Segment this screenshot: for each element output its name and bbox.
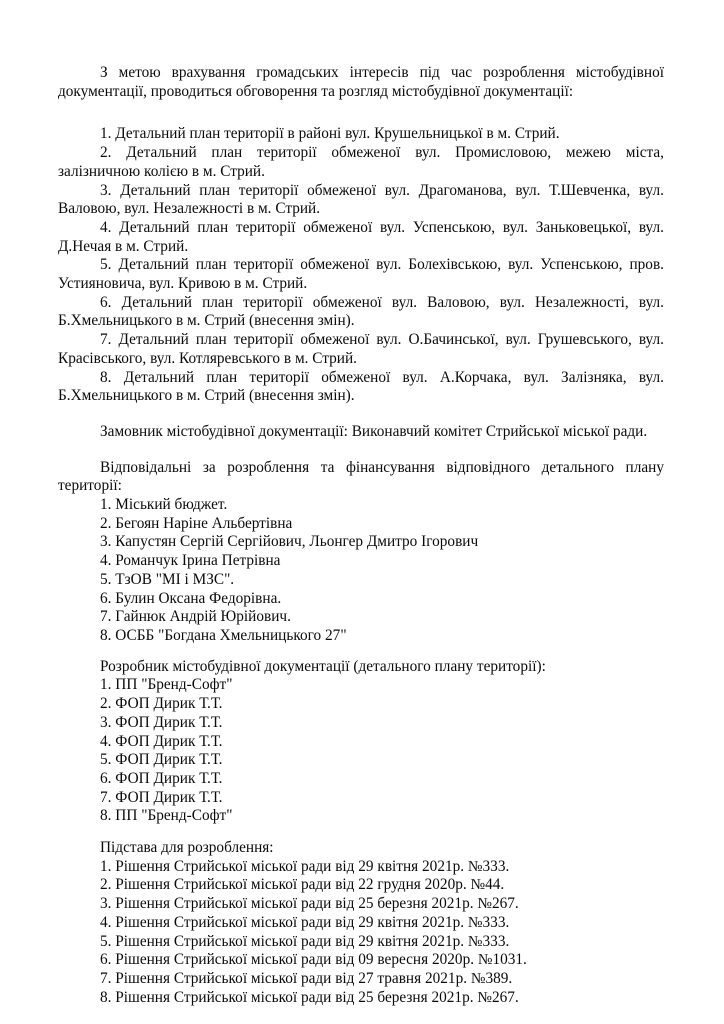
basis-item: 3. Рішення Стрийської міської ради від 25 березня 2021р. №267. (100, 895, 519, 913)
intro-paragraph (58, 64, 664, 101)
plan-item-line: Красівського, вул. Котляревського в м. Стрий. (58, 349, 357, 367)
basis-item: 2. Рішення Стрийської міської ради від 22 грудня 2020р. №44. (100, 876, 505, 894)
basis-item: 6. Рішення Стрийської міської ради від 09 вересня 2020р. №1031. (100, 951, 527, 969)
plan-item-line: 4. Детальний план території обмеженої вул. Успенською, вул. Заньковецької, вул. (100, 218, 664, 236)
developer-item: 1. ПП "Бренд-Софт" (100, 676, 233, 694)
plan-item-4 (58, 219, 664, 256)
developer-item: 2. ФОП Дирик Т.Т. (100, 695, 223, 713)
customer-paragraph (58, 423, 664, 442)
developer-item: 4. ФОП Дирик Т.Т. (100, 732, 223, 750)
plan-item-3 (58, 182, 664, 219)
basis-item: 7. Рішення Стрийської міської ради від 27 травня 2021р. №389. (100, 969, 513, 987)
developer-item: 6. ФОП Дирик Т.Т. (100, 769, 223, 787)
developer-item: 7. ФОП Дирик Т.Т. (100, 788, 223, 806)
basis-item: 4. Рішення Стрийської міської ради від 29 квітня 2021р. №333. (100, 913, 510, 931)
plan-item-line: 5. Детальний план території обмеженої вул. Болехівською, вул. Успенською, пров. (100, 256, 664, 274)
plan-item-line: 7. Детальний план території обмеженої вул. О.Бачинської, вул. Грушевського, вул. (100, 331, 664, 349)
plan-item-line: Валовою, вул. Незалежності в м. Стрий. (58, 200, 321, 218)
customer-line: Замовник містобудівної документації: Виконавчий комітет Стрийської міської ради. (100, 422, 648, 440)
plan-item-1 (58, 125, 664, 144)
responsible-item: 2. Бегоян Наріне Альбертівна (100, 514, 293, 532)
developer-item: 3. ФОП Дирик Т.Т. (100, 713, 223, 731)
responsible-item: 8. ОСББ "Богдана Хмельницького 27" (100, 626, 347, 644)
responsible-item: 6. Булин Оксана Федорівна. (100, 589, 282, 607)
responsible-item: 7. Гайнюк Андрій Юрійович. (100, 608, 291, 626)
responsible-heading (58, 459, 664, 496)
developer-heading: Розробник містобудівної документації (детального плану території): (100, 657, 546, 675)
responsible-item: 1. Міський бюджет. (100, 496, 228, 514)
plan-item-line: 8. Детальний план території обмеженої вул. А.Корчака, вул. Залізняка, вул. (100, 368, 664, 386)
plan-item-line: залізничною колією в м. Стрий. (58, 162, 265, 180)
plan-item-8 (58, 369, 664, 406)
developer-item: 8. ПП "Бренд-Софт" (100, 807, 233, 825)
plan-item-7 (58, 331, 664, 368)
plan-item-line: Д.Нечая в м. Стрий. (58, 237, 189, 255)
plan-item-line: 2. Детальний план території обмеженої вул. Промисловою, межею міста, (100, 144, 664, 162)
basis-heading: Підстава для розроблення: (100, 839, 274, 857)
responsible-item: 4. Романчук Ірина Петрівна (100, 552, 281, 570)
basis-section (58, 839, 664, 1007)
plan-list (58, 125, 664, 406)
basis-item: 5. Рішення Стрийської міської ради від 29 квітня 2021р. №333. (100, 932, 510, 950)
plan-item-line: 6. Детальний план території обмеженої вул. Валовою, вул. Незалежності, вул. (100, 293, 664, 311)
responsible-item: 5. ТзОВ "МІ і МЗС". (100, 570, 235, 588)
developer-section (58, 658, 664, 826)
plan-item-6 (58, 294, 664, 331)
plan-item-2 (58, 144, 664, 181)
plan-item-line: 1. Детальний план території в районі вул. Крушельницької в м. Стрий. (100, 125, 560, 143)
plan-item-line: 3. Детальний план території обмеженої вул. Драгоманова, вул. Т.Шевченка, вул. (100, 181, 664, 199)
plan-item-line: Б.Хмельницького в м. Стрий (внесення змін). (58, 312, 355, 330)
intro-line-1: З метою врахування громадських інтересів під час розроблення містобудівної (100, 64, 664, 81)
plan-item-5 (58, 256, 664, 293)
responsible-heading-line-2: території: (58, 477, 122, 495)
developer-item: 5. ФОП Дирик Т.Т. (100, 751, 223, 769)
basis-item: 8. Рішення Стрийської міської ради від 25 березня 2021р. №267. (100, 988, 519, 1006)
plan-item-line: Устияновича, вул. Кривою в м. Стрий. (58, 275, 308, 293)
plan-item-line: Б.Хмельницького в м. Стрий (внесення змін). (58, 387, 355, 405)
responsible-heading-line-1: Відповідальні за розроблення та фінансування відповідного детального плану (100, 458, 664, 476)
intro-line-2: документації, проводиться обговорення та розгляд містобудівної документації: (58, 82, 574, 100)
basis-item: 1. Рішення Стрийської міської ради від 29 квітня 2021р. №333. (100, 857, 510, 875)
responsible-section (58, 459, 664, 646)
responsible-item: 3. Капустян Сергій Сергійович, Льонгер Дмитро Ігорович (100, 533, 479, 551)
